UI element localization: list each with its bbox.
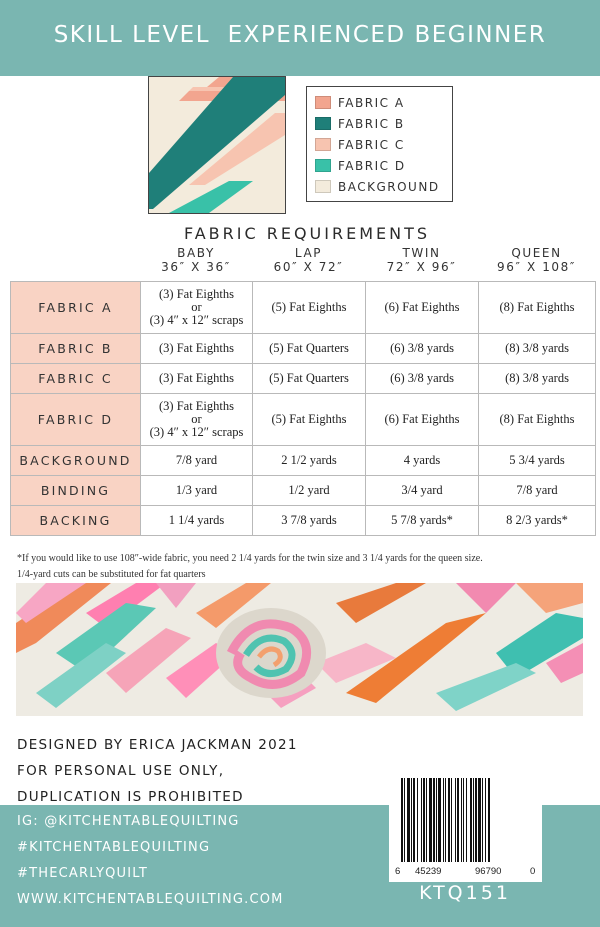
- barcode-bar: [488, 778, 490, 862]
- cell-text: 5 7/8 yards*: [391, 513, 453, 527]
- table-cell: [141, 506, 253, 536]
- cell-text: (6) 3/8 yards: [390, 371, 454, 385]
- barcode-bar: [473, 778, 474, 862]
- table-cell: [141, 334, 253, 364]
- cell-text: or: [191, 412, 202, 426]
- table-cell: [253, 506, 366, 536]
- size-name: TWIN: [402, 246, 441, 260]
- cell-text: 8 2/3 yards*: [506, 513, 568, 527]
- legend-swatch: [315, 138, 331, 151]
- table-row: [11, 364, 596, 394]
- barcode-group: 96790: [475, 866, 502, 877]
- table-cell: [479, 476, 596, 506]
- size-header-lap: [252, 246, 365, 274]
- row-label: FABRIC B: [11, 334, 141, 364]
- table-cell: [479, 506, 596, 536]
- cell-text: (6) Fat Eighths: [384, 300, 460, 314]
- cell-text: 2 1/2 yards: [281, 453, 337, 467]
- cell-text: (6) Fat Eighths: [384, 412, 460, 426]
- cell-text: 4 yards: [403, 453, 441, 467]
- legend-label: FABRIC D: [338, 158, 406, 173]
- legend-item: [315, 155, 452, 176]
- barcode-bar: [426, 778, 427, 862]
- table-row: [11, 334, 596, 364]
- instagram-handle: IG: @KITCHENTABLEQUILTING: [17, 814, 240, 829]
- barcode-bar: [445, 778, 446, 862]
- barcode-bar: [478, 778, 481, 862]
- top-banner: [0, 0, 600, 76]
- hashtag-kitchentablequilting: #KITCHENTABLEQUILTING: [17, 840, 211, 855]
- size-dims: 96″ X 108″: [497, 260, 576, 274]
- cell-text: (5) Fat Eighths: [271, 300, 347, 314]
- cell-text: (5) Fat Quarters: [269, 341, 349, 355]
- social-links: [17, 814, 284, 918]
- duplication-notice: DUPLICATION IS PROHIBITED: [17, 789, 244, 805]
- quilt-block-svg: [149, 77, 285, 213]
- barcode-bar: [475, 778, 477, 862]
- cell-text: (3) Fat Eighths: [159, 341, 234, 355]
- barcode-bar: [413, 778, 415, 862]
- cell-text: 1 1/4 yards: [168, 513, 225, 527]
- cell-text: (3) 4″ x 12″ scraps: [149, 425, 244, 439]
- size-name: BABY: [177, 246, 215, 260]
- barcode-bar: [411, 778, 412, 862]
- table-cell: [366, 334, 479, 364]
- barcode-bar: [448, 778, 450, 862]
- barcode-bar: [404, 778, 405, 862]
- table-row: [11, 282, 596, 334]
- table-cell: [366, 506, 479, 536]
- cell-text: 7/8 yard: [175, 453, 218, 467]
- row-label: FABRIC A: [11, 282, 141, 334]
- barcode: [389, 772, 542, 882]
- legend-swatch: [315, 159, 331, 172]
- legend-item: [315, 113, 452, 134]
- cell-text: (8) Fat Eighths: [499, 412, 575, 426]
- barcode-bar: [438, 778, 441, 862]
- table-row: [11, 446, 596, 476]
- legend-swatch: [315, 96, 331, 109]
- fabric-requirements-title: FABRIC REQUIREMENTS: [183, 224, 431, 243]
- quilt-photo-illustration: [16, 583, 583, 716]
- skill-level-heading: SKILL LEVEL EXPERIENCED BEGINNER: [53, 22, 547, 48]
- table-cell: [479, 364, 596, 394]
- barcode-bar: [421, 778, 422, 862]
- barcode-bar: [407, 778, 410, 862]
- legend-label: BACKGROUND: [338, 179, 440, 194]
- row-label: BINDING: [11, 476, 141, 506]
- table-cell: [366, 394, 479, 446]
- legend-swatch: [315, 117, 331, 130]
- legend-label: FABRIC C: [338, 137, 405, 152]
- row-label: BACKGROUND: [11, 446, 141, 476]
- cell-text: (3) Fat Eighths: [159, 371, 234, 385]
- size-header-twin: [365, 246, 478, 274]
- backing-footnote: *If you would like to use 108″-wide fabric, you need 2 1/4 yards for the twin size and 3 1/4 yards for the queen size.: [17, 553, 483, 564]
- barcode-bar: [401, 778, 403, 862]
- cell-text: (3) 4″ x 12″ scraps: [149, 313, 244, 327]
- barcode-bar: [461, 778, 462, 862]
- barcode-bar: [423, 778, 425, 862]
- table-cell: [366, 476, 479, 506]
- cell-text: (3) Fat Eighths: [159, 399, 234, 413]
- cell-text: 3 7/8 yards: [281, 513, 337, 527]
- table-row: [11, 394, 596, 446]
- barcode-bar: [451, 778, 452, 862]
- cell-text: or: [191, 300, 202, 314]
- size-dims: 72″ X 96″: [386, 260, 457, 274]
- size-headers: [140, 246, 595, 274]
- cell-text: 1/2 yard: [288, 483, 330, 497]
- barcode-digit: 6: [395, 866, 401, 877]
- cell-text: (5) Fat Quarters: [269, 371, 349, 385]
- cell-text: 1/3 yard: [175, 483, 218, 497]
- table-cell: [366, 446, 479, 476]
- cell-text: (8) 3/8 yards: [505, 341, 569, 355]
- legend-label: FABRIC A: [338, 95, 405, 110]
- cell-text: 7/8 yard: [516, 483, 558, 497]
- requirements-table-body: [11, 282, 596, 536]
- credits: [17, 735, 298, 813]
- table-cell: [141, 394, 253, 446]
- table-cell: [366, 282, 479, 334]
- cell-text: (8) 3/8 yards: [505, 371, 569, 385]
- table-cell: [253, 394, 366, 446]
- row-label: FABRIC C: [11, 364, 141, 394]
- size-header-baby: [140, 246, 252, 274]
- legend-item: [315, 134, 452, 155]
- legend-label: FABRIC B: [338, 116, 405, 131]
- size-name: LAP: [294, 246, 323, 260]
- barcode-bar: [417, 778, 418, 862]
- size-dims: 60″ X 72″: [273, 260, 344, 274]
- table-cell: [366, 364, 479, 394]
- cell-text: (6) 3/8 yards: [390, 341, 454, 355]
- barcode-bar: [436, 778, 437, 862]
- size-name: QUEEN: [511, 246, 562, 260]
- barcode-bar: [457, 778, 459, 862]
- table-cell: [141, 282, 253, 334]
- cell-text: (3) Fat Eighths: [159, 287, 234, 301]
- table-cell: [141, 446, 253, 476]
- designer-credit: DESIGNED BY ERICA JACKMAN 2021: [17, 737, 298, 753]
- barcode-bar: [470, 778, 472, 862]
- barcode-bar: [463, 778, 464, 862]
- table-cell: [479, 446, 596, 476]
- row-label: FABRIC D: [11, 394, 141, 446]
- barcode-bar: [433, 778, 435, 862]
- cell-text: 3/4 yard: [401, 483, 443, 497]
- table-cell: [141, 364, 253, 394]
- fat-quarter-footnote: 1/4-yard cuts can be substituted for fat quarters: [17, 569, 206, 580]
- barcode-bar: [485, 778, 486, 862]
- barcode-group: 45239: [415, 866, 442, 877]
- cell-text: 5 3/4 yards: [509, 453, 565, 467]
- cell-text: (8) Fat Eighths: [499, 300, 575, 314]
- barcode-bar: [466, 778, 467, 862]
- table-cell: [479, 334, 596, 364]
- legend-swatch: [315, 180, 331, 193]
- quilt-photo: [16, 583, 583, 716]
- product-code: KTQ151: [419, 882, 511, 904]
- barcode-bar: [455, 778, 456, 862]
- barcode-digit: 0: [530, 866, 536, 877]
- hashtag-thecarlyquilt: #THECARLYQUILT: [17, 866, 149, 881]
- barcode-bar: [443, 778, 444, 862]
- block-fabric-d-strip: [169, 181, 253, 213]
- table-row: [11, 476, 596, 506]
- table-cell: [253, 334, 366, 364]
- barcode-bar: [482, 778, 483, 862]
- row-label: BACKING: [11, 506, 141, 536]
- table-cell: [253, 282, 366, 334]
- table-cell: [141, 476, 253, 506]
- barcode-bar: [429, 778, 432, 862]
- table-cell: [253, 446, 366, 476]
- table-cell: [253, 364, 366, 394]
- fabric-legend: [306, 86, 453, 202]
- table-cell: [479, 394, 596, 446]
- quilt-block-diagram: [148, 76, 286, 214]
- table-row: [11, 506, 596, 536]
- table-cell: [253, 476, 366, 506]
- table-cell: [479, 282, 596, 334]
- website: WWW.KITCHENTABLEQUILTING.COM: [17, 892, 284, 907]
- cell-text: (5) Fat Eighths: [271, 412, 347, 426]
- barcode-bars: [389, 772, 542, 868]
- legend-item: [315, 92, 452, 113]
- size-dims: 36″ X 36″: [161, 260, 231, 274]
- size-header-queen: [478, 246, 595, 274]
- personal-use-notice: FOR PERSONAL USE ONLY,: [17, 763, 225, 779]
- fabric-requirements-table: [10, 281, 596, 536]
- legend-item: [315, 176, 452, 197]
